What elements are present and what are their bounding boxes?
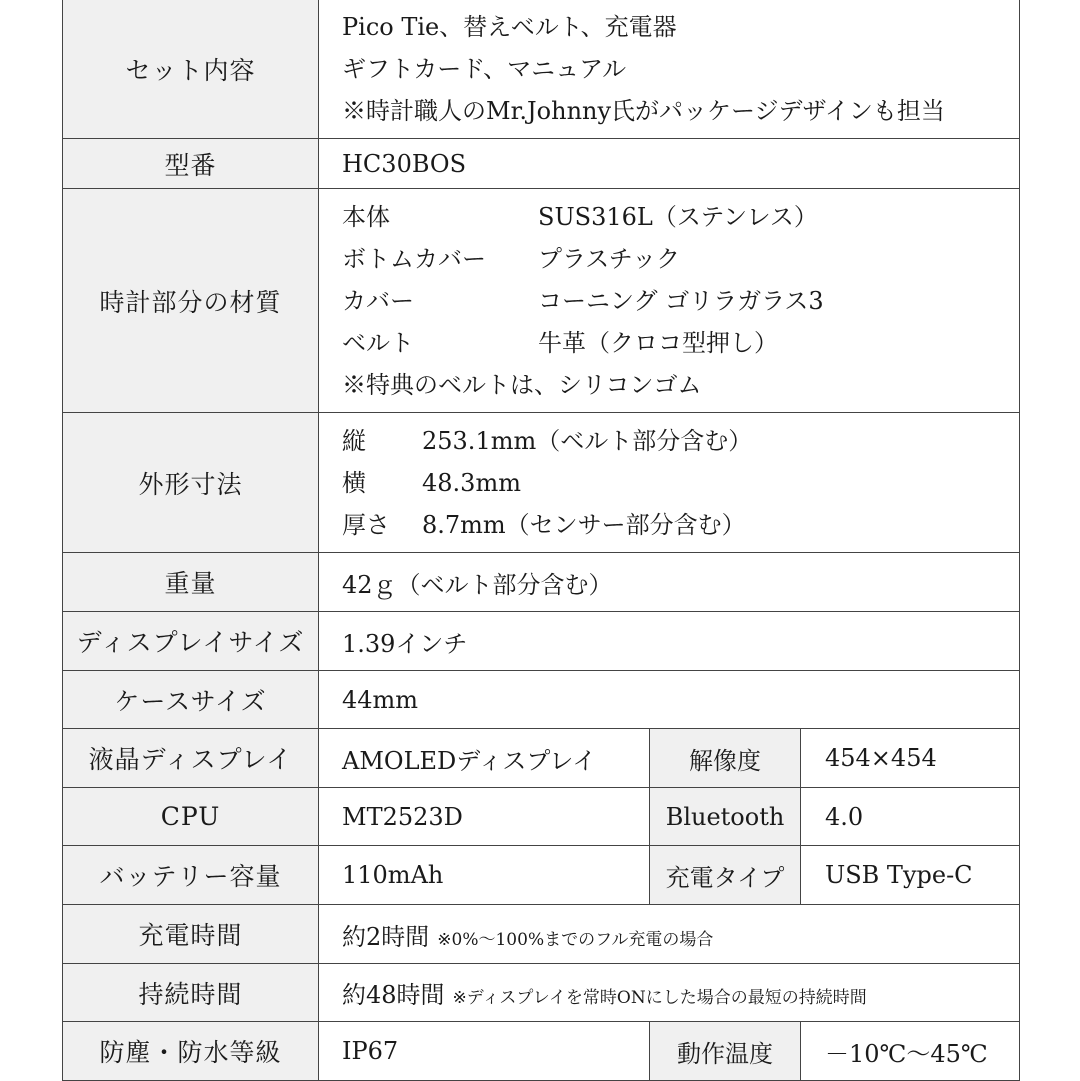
set-contents-line: Pico Tie、替えベルト、充電器 [342, 12, 677, 41]
spec-row-lcd [63, 729, 1020, 788]
dimension-row [342, 462, 1019, 504]
duration-note: ※ディスプレイを常時ONにした場合の最短の持続時間 [452, 988, 867, 1008]
dimension-key: 厚さ [342, 510, 390, 539]
bluetooth-value: 4.0 [801, 788, 1020, 846]
materials-label: 時計部分の材質 [63, 189, 319, 413]
spec-row-weight [63, 553, 1020, 612]
material-value: 牛革（クロコ型押し） [538, 328, 778, 357]
bluetooth-label: Bluetooth [650, 788, 801, 846]
set-contents-label: セット内容 [63, 0, 319, 139]
spec-row-protection [63, 1022, 1020, 1081]
weight-label: 重量 [63, 553, 319, 612]
material-row [342, 238, 1019, 280]
spec-row-set-contents [63, 0, 1020, 139]
resolution-value: 454×454 [801, 729, 1020, 788]
cpu-value: MT2523D [319, 788, 650, 846]
model-value: HC30BOS [319, 139, 1020, 189]
spec-row-case-size [63, 671, 1020, 729]
dimension-key: 横 [342, 468, 366, 497]
material-value: SUS316L（ステンレス） [538, 202, 818, 231]
set-contents-line: ギフトカード、マニュアル [342, 54, 627, 83]
dimension-key: 縦 [342, 426, 366, 455]
spec-row-materials [63, 189, 1020, 413]
charge-time-label: 充電時間 [63, 905, 319, 964]
material-row [342, 322, 1019, 364]
set-contents-line: ※時計職人のMr.Johnny氏がパッケージデザインも担当 [342, 96, 945, 125]
operating-temp-value: －10℃～45℃ [801, 1022, 1020, 1081]
material-row [342, 196, 1019, 238]
dimension-row [342, 420, 1019, 462]
dimension-value: 253.1mm（ベルト部分含む） [422, 426, 753, 455]
spec-row-dimensions [63, 413, 1020, 553]
dimensions-value [319, 413, 1020, 553]
material-key: ボトムカバー [342, 244, 486, 273]
duration-main: 約48時間 [342, 981, 445, 1009]
charge-time-note: ※0%～100%までのフル充電の場合 [437, 929, 714, 950]
display-size-label: ディスプレイサイズ [63, 612, 319, 671]
duration-value [319, 964, 1020, 1022]
material-key: カバー [342, 286, 414, 315]
material-key: ベルト [342, 328, 414, 357]
display-size-value: 1.39インチ [319, 612, 1020, 671]
charge-type-label: 充電タイプ [650, 846, 801, 905]
dimension-value: 48.3mm [422, 468, 521, 497]
charge-time-value [319, 905, 1020, 964]
lcd-label: 液晶ディスプレイ [63, 729, 319, 788]
model-label: 型番 [63, 139, 319, 189]
charge-type-value: USB Type-C [801, 846, 1020, 905]
material-row [342, 280, 1019, 322]
spec-row-cpu [63, 788, 1020, 846]
materials-note: ※特典のベルトは、シリコンゴム [342, 370, 702, 399]
material-value: コーニング ゴリラガラス3 [538, 286, 824, 315]
case-size-label: ケースサイズ [63, 671, 319, 729]
duration-label: 持続時間 [63, 964, 319, 1022]
protection-value: IP67 [319, 1022, 650, 1081]
dimension-row [342, 504, 1019, 546]
spec-row-charge-time [63, 905, 1020, 964]
operating-temp-label: 動作温度 [650, 1022, 801, 1081]
charge-time-main: 約2時間 [342, 922, 430, 951]
cpu-label: CPU [63, 788, 319, 846]
dimension-value: 8.7mm（センサー部分含む） [422, 510, 746, 539]
dimensions-label: 外形寸法 [63, 413, 319, 553]
weight-value: 42ｇ（ベルト部分含む） [319, 553, 1020, 612]
set-contents-value [319, 0, 1020, 139]
materials-value [319, 189, 1020, 413]
lcd-value: AMOLEDディスプレイ [319, 729, 650, 788]
resolution-label: 解像度 [650, 729, 801, 788]
battery-value: 110mAh [319, 846, 650, 905]
material-value: プラスチック [538, 244, 681, 273]
spec-row-model [63, 139, 1020, 189]
spec-row-battery [63, 846, 1020, 905]
spec-table [62, 0, 1020, 1081]
spec-row-display-size [63, 612, 1020, 671]
spec-row-duration [63, 964, 1020, 1022]
case-size-value: 44mm [319, 671, 1020, 729]
protection-label: 防塵・防水等級 [63, 1022, 319, 1081]
material-key: 本体 [342, 202, 390, 231]
battery-label: バッテリー容量 [63, 846, 319, 905]
